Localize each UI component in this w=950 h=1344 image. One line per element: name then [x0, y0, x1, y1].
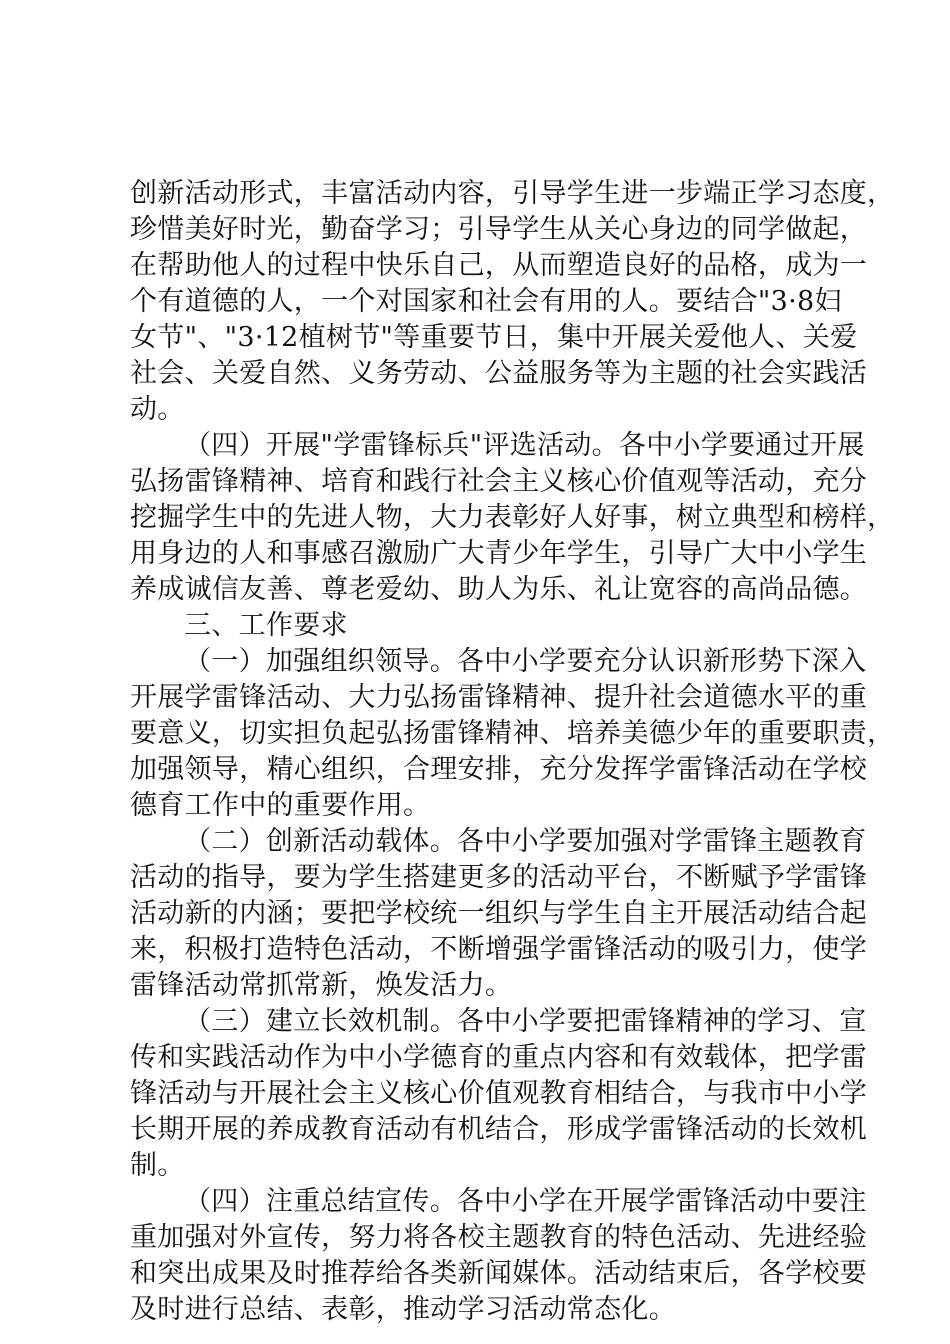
text-line: 德育工作中的重要作用。	[130, 790, 431, 821]
text-line: 创新活动形式，丰富活动内容，引导学生进一步端正学习态度，	[130, 178, 895, 209]
text-line: 弘扬雷锋精神、培育和践行社会主义核心价值观等活动，充分	[130, 466, 868, 497]
text-line: 加强领导，精心组织，合理安排，充分发挥学雷锋活动在学校	[130, 754, 868, 785]
paragraph-start-line: （二）创新活动载体。各中小学要加强对学雷锋主题教育	[184, 826, 867, 857]
paragraph-start-line: （四）注重总结宣传。各中小学在开展学雷锋活动中要注	[184, 1186, 867, 1217]
text-line: 社会、关爱自然、义务劳动、公益服务等为主题的社会实践活	[130, 358, 868, 389]
text-line: 活动新的内涵；要把学校统一组织与学生自主开展活动结合起	[130, 898, 868, 929]
text-line: 雷锋活动常抓常新，焕发活力。	[130, 970, 513, 1001]
text-line: 锋活动与开展社会主义核心价值观教育相结合，与我市中小学	[130, 1078, 868, 1109]
text-line: 重加强对外宣传，努力将各校主题教育的特色活动、先进经验	[130, 1222, 868, 1253]
text-line: 及时进行总结、表彰，推动学习活动常态化。	[130, 1294, 676, 1325]
text-line: 女节"、"3·12植树节"等重要节日，集中开展关爱他人、关爱	[130, 322, 858, 353]
paragraph-start-line: （四）开展"学雷锋标兵"评选活动。各中小学要通过开展	[184, 430, 865, 461]
text-line: 长期开展的养成教育活动有机结合，形成学雷锋活动的长效机	[130, 1114, 868, 1145]
text-line: 要意义，切实担负起弘扬雷锋精神、培养美德少年的重要职责，	[130, 718, 895, 749]
text-line: 挖掘学生中的先进人物，大力表彰好人好事，树立典型和榜样，	[130, 502, 895, 533]
text-line: 和突出成果及时推荐给各类新闻媒体。活动结束后，各学校要	[130, 1258, 868, 1289]
text-line: 养成诚信友善、尊老爱幼、助人为乐、礼让宽容的高尚品德。	[130, 574, 868, 605]
text-line: 传和实践活动作为中小学德育的重点内容和有效载体，把学雷	[130, 1042, 868, 1073]
section-heading: 三、工作要求	[184, 610, 348, 641]
text-line: 活动的指导，要为学生搭建更多的活动平台，不断赋予学雷锋	[130, 862, 868, 893]
text-line: 个有道德的人，一个对国家和社会有用的人。要结合"3·8妇	[130, 286, 842, 317]
paragraph-start-line: （一）加强组织领导。各中小学要充分认识新形势下深入	[184, 646, 867, 677]
text-line: 制。	[130, 1150, 185, 1181]
text-line: 动。	[130, 394, 185, 425]
text-line: 在帮助他人的过程中快乐自己，从而塑造良好的品格，成为一	[130, 250, 868, 281]
text-line: 来，积极打造特色活动，不断增强学雷锋活动的吸引力，使学	[130, 934, 868, 965]
text-line: 珍惜美好时光，勤奋学习；引导学生从关心身边的同学做起，	[130, 214, 868, 245]
text-line: 开展学雷锋活动、大力弘扬雷锋精神、提升社会道德水平的重	[130, 682, 868, 713]
text-line: 用身边的人和事感召激励广大青少年学生，引导广大中小学生	[130, 538, 868, 569]
paragraph-start-line: （三）建立长效机制。各中小学要把雷锋精神的学习、宣	[184, 1006, 867, 1037]
